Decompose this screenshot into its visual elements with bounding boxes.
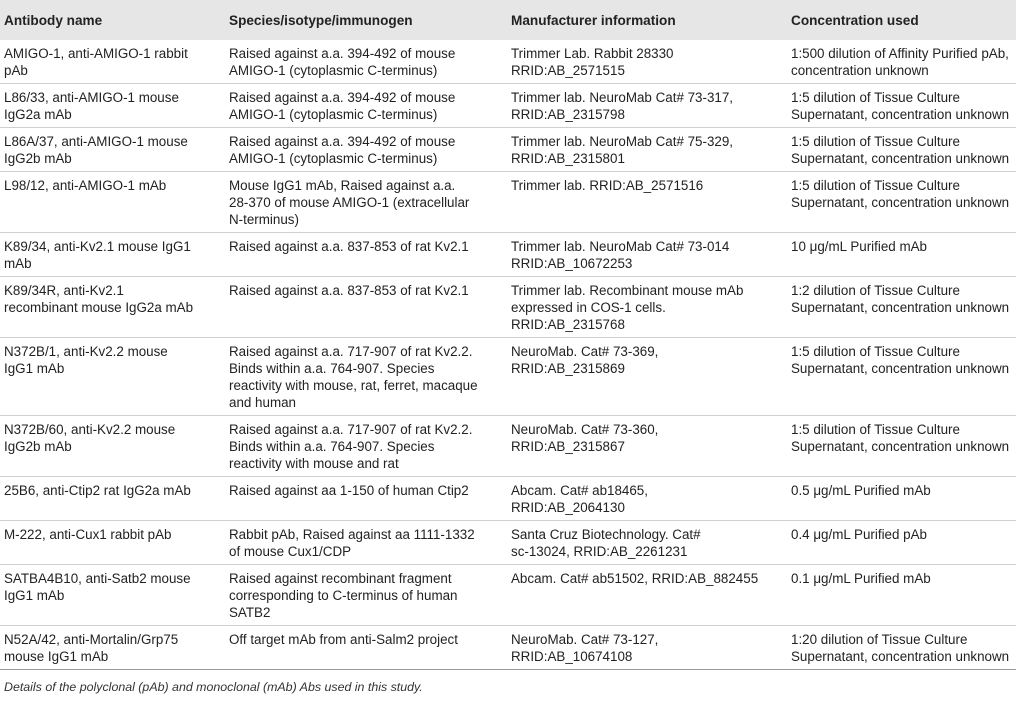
antibody-name-cell: L86A/37, anti-AMIGO-1 mouse IgG2b mAb xyxy=(4,134,188,166)
antibody-name-cell: M-222, anti-Cux1 rabbit pAb xyxy=(4,527,172,542)
concentration-used-cell: 1:5 dilution of Tissue Culture Supernatant, concentration unknown xyxy=(791,178,1010,210)
table-row xyxy=(0,521,1016,565)
antibody-name-cell: SATBA4B10, anti-Satb2 mouse IgG1 mAb xyxy=(4,571,191,603)
concentration-used-cell: 0.5 μg/mL Purified mAb xyxy=(791,483,931,498)
concentration-used-cell: 1:5 dilution of Tissue Culture Supernatant, concentration unknown xyxy=(791,134,1010,166)
species-isotype-immunogen-cell: Raised against aa 1-150 of human Ctip2 xyxy=(229,483,469,498)
manufacturer-information-cell: Trimmer lab. Recombinant mouse mAb expressed in COS-1 cells. RRID:AB_2315768 xyxy=(511,283,744,332)
concentration-used-cell: 0.1 μg/mL Purified mAb xyxy=(791,571,931,586)
header-row xyxy=(0,0,1016,40)
concentration-used-cell: 1:5 dilution of Tissue Culture Supernatant, concentration unknown xyxy=(791,422,1010,454)
species-isotype-immunogen-cell: Raised against a.a. 394-492 of mouse AMIGO-1 (cytoplasmic C-terminus) xyxy=(229,46,456,78)
manufacturer-information-cell: Santa Cruz Biotechnology. Cat# sc-13024, RRID:AB_2261231 xyxy=(511,527,701,559)
concentration-used-cell: 1:5 dilution of Tissue Culture Supernatant, concentration unknown xyxy=(791,344,1010,376)
table-row xyxy=(0,477,1016,521)
table-row xyxy=(0,277,1016,338)
species-isotype-immunogen-cell: Raised against a.a. 394-492 of mouse AMIGO-1 (cytoplasmic C-terminus) xyxy=(229,90,456,122)
antibody-name-cell: N52A/42, anti-Mortalin/Grp75 mouse IgG1 mAb xyxy=(4,632,179,664)
table-body xyxy=(0,40,1016,670)
species-isotype-immunogen-cell: Off target mAb from anti-Salm2 project xyxy=(229,632,458,647)
table-row xyxy=(0,338,1016,416)
table-row xyxy=(0,626,1016,670)
antibody-name-cell: L86/33, anti-AMIGO-1 mouse IgG2a mAb xyxy=(4,90,179,122)
antibody-name-cell: K89/34R, anti-Kv2.1 recombinant mouse IgG2a mAb xyxy=(4,283,194,315)
header-antibody-name: Antibody name xyxy=(4,12,103,28)
table-row xyxy=(0,172,1016,233)
antibody-name-cell: K89/34, anti-Kv2.1 mouse IgG1 mAb xyxy=(4,239,191,271)
table-row xyxy=(0,84,1016,128)
table-header xyxy=(0,0,1016,40)
manufacturer-information-cell: Trimmer lab. NeuroMab Cat# 73-317, RRID:AB_2315798 xyxy=(511,90,734,122)
species-isotype-immunogen-cell: Raised against a.a. 837-853 of rat Kv2.1 xyxy=(229,239,469,254)
antibody-name-cell: N372B/60, anti-Kv2.2 mouse IgG2b mAb xyxy=(4,422,176,454)
manufacturer-information-cell: NeuroMab. Cat# 73-360, RRID:AB_2315867 xyxy=(511,422,659,454)
antibody-name-cell: 25B6, anti-Ctip2 rat IgG2a mAb xyxy=(4,483,191,498)
concentration-used-cell: 0.4 μg/mL Purified pAb xyxy=(791,527,927,542)
table-row xyxy=(0,233,1016,277)
antibody-name-cell: L98/12, anti-AMIGO-1 mAb xyxy=(4,178,167,193)
manufacturer-information-cell: Trimmer Lab. Rabbit 28330 RRID:AB_2571515 xyxy=(511,46,674,78)
manufacturer-information-cell: NeuroMab. Cat# 73-369, RRID:AB_2315869 xyxy=(511,344,659,376)
manufacturer-information-cell: Trimmer lab. NeuroMab Cat# 75-329, RRID:AB_2315801 xyxy=(511,134,734,166)
species-isotype-immunogen-cell: Raised against a.a. 717-907 of rat Kv2.2. Binds within a.a. 764-907. Species reactivity with mouse and rat xyxy=(229,422,473,471)
concentration-used-cell: 1:20 dilution of Tissue Culture Supernatant, concentration unknown xyxy=(791,632,1010,664)
species-isotype-immunogen-cell: Raised against a.a. 717-907 of rat Kv2.2. Binds within a.a. 764-907. Species reactivity with mouse, rat, ferret, macaque and human xyxy=(229,344,478,410)
concentration-used-cell: 1:5 dilution of Tissue Culture Supernatant, concentration unknown xyxy=(791,90,1010,122)
antibody-name-cell: N372B/1, anti-Kv2.2 mouse IgG1 mAb xyxy=(4,344,168,376)
table-caption: Details of the polyclonal (pAb) and monoclonal (mAb) Abs used in this study. xyxy=(4,680,423,694)
species-isotype-immunogen-cell: Raised against a.a. 394-492 of mouse AMIGO-1 (cytoplasmic C-terminus) xyxy=(229,134,456,166)
table-row xyxy=(0,40,1016,84)
header-manufacturer-information: Manufacturer information xyxy=(511,12,676,28)
species-isotype-immunogen-cell: Rabbit pAb, Raised against aa 1111-1332 of mouse Cux1/CDP xyxy=(229,527,475,559)
concentration-used-cell: 10 μg/mL Purified mAb xyxy=(791,239,927,254)
manufacturer-information-cell: Trimmer lab. RRID:AB_2571516 xyxy=(511,178,704,193)
header-species-isotype-immunogen: Species/isotype/immunogen xyxy=(229,12,413,28)
concentration-used-cell: 1:2 dilution of Tissue Culture Supernatant, concentration unknown xyxy=(791,283,1010,315)
table-row xyxy=(0,565,1016,626)
manufacturer-information-cell: Abcam. Cat# ab18465, RRID:AB_2064130 xyxy=(511,483,648,515)
species-isotype-immunogen-cell: Raised against recombinant fragment corresponding to C-terminus of human SATB2 xyxy=(229,571,458,620)
antibody-name-cell: AMIGO-1, anti-AMIGO-1 rabbit pAb xyxy=(4,46,188,78)
table-row xyxy=(0,416,1016,477)
manufacturer-information-cell: Trimmer lab. NeuroMab Cat# 73-014 RRID:AB_10672253 xyxy=(511,239,730,271)
species-isotype-immunogen-cell: Raised against a.a. 837-853 of rat Kv2.1 xyxy=(229,283,469,298)
manufacturer-information-cell: NeuroMab. Cat# 73-127, RRID:AB_10674108 xyxy=(511,632,659,664)
header-concentration-used: Concentration used xyxy=(791,12,919,28)
table-row xyxy=(0,128,1016,172)
species-isotype-immunogen-cell: Mouse IgG1 mAb, Raised against a.a. 28-370 of mouse AMIGO-1 (extracellular N-terminus) xyxy=(229,178,470,227)
concentration-used-cell: 1:500 dilution of Affinity Purified pAb, concentration unknown xyxy=(791,46,1009,78)
manufacturer-information-cell: Abcam. Cat# ab51502, RRID:AB_882455 xyxy=(511,571,759,586)
